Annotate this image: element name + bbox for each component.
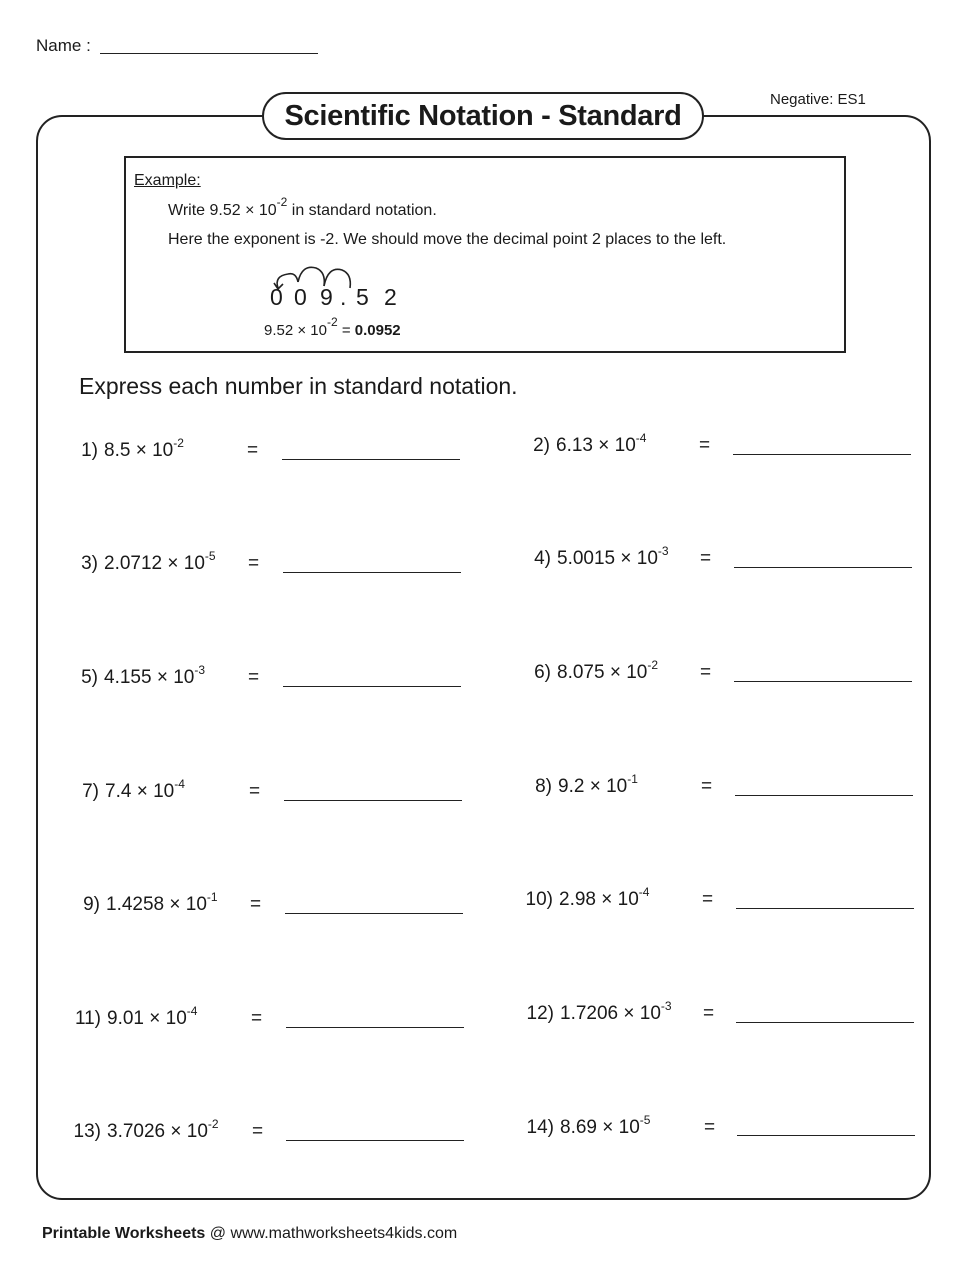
digit: 5	[356, 284, 369, 310]
answer-line-14[interactable]	[737, 1135, 915, 1136]
footer: Printable Worksheets @ www.mathworksheets4kids.com	[42, 1225, 458, 1242]
equals-sign: =	[247, 440, 259, 461]
equals-sign: =	[249, 781, 261, 802]
equals-sign: =	[703, 1003, 715, 1024]
answer-line-9[interactable]	[285, 913, 463, 914]
example-box	[124, 156, 846, 353]
answer-line-7[interactable]	[284, 800, 462, 801]
answer-line-6[interactable]	[734, 681, 912, 682]
equals-sign: =	[250, 894, 262, 915]
equals-sign: =	[699, 435, 711, 456]
example-line-1: Write $9.52 \times 10^{-2}$ in standard notation.	[168, 195, 437, 219]
name-label: Name :	[36, 36, 91, 55]
page-title: Scientific Notation - Standard	[262, 92, 704, 140]
answer-line-12[interactable]	[736, 1022, 914, 1023]
answer-line-3[interactable]	[283, 572, 461, 573]
instruction: Express each number in standard notation.	[79, 373, 518, 399]
worksheet-code: Negative: ES1	[770, 91, 866, 108]
equals-sign: =	[700, 548, 712, 569]
example-result: $9.52 \times 10^{-2} = 0.0952$	[264, 315, 401, 339]
equals-sign: =	[248, 553, 260, 574]
answer-line-13[interactable]	[286, 1140, 464, 1141]
name-answer-line[interactable]	[100, 53, 318, 54]
answer-line-11[interactable]	[286, 1027, 464, 1028]
digit: 2	[384, 284, 397, 310]
equals-sign: =	[704, 1117, 716, 1138]
answer-line-8[interactable]	[735, 795, 913, 796]
answer-line-5[interactable]	[283, 686, 461, 687]
example-line-2: Here the exponent is -2. We should move the decimal point 2 places to the left.	[168, 231, 727, 248]
digit: .	[340, 284, 347, 310]
equals-sign: =	[252, 1121, 264, 1142]
equals-sign: =	[700, 662, 712, 683]
answer-line-1[interactable]	[282, 459, 460, 460]
example-label: Example:	[134, 172, 201, 189]
digit: 0	[294, 284, 307, 310]
answer-line-10[interactable]	[736, 908, 914, 909]
equals-sign: =	[702, 889, 714, 910]
answer-line-4[interactable]	[734, 567, 912, 568]
equals-sign: =	[248, 667, 260, 688]
equals-sign: =	[701, 776, 713, 797]
digit: 0	[270, 284, 283, 310]
digit: 9	[320, 284, 333, 310]
equals-sign: =	[251, 1008, 263, 1029]
answer-line-2[interactable]	[733, 454, 911, 455]
